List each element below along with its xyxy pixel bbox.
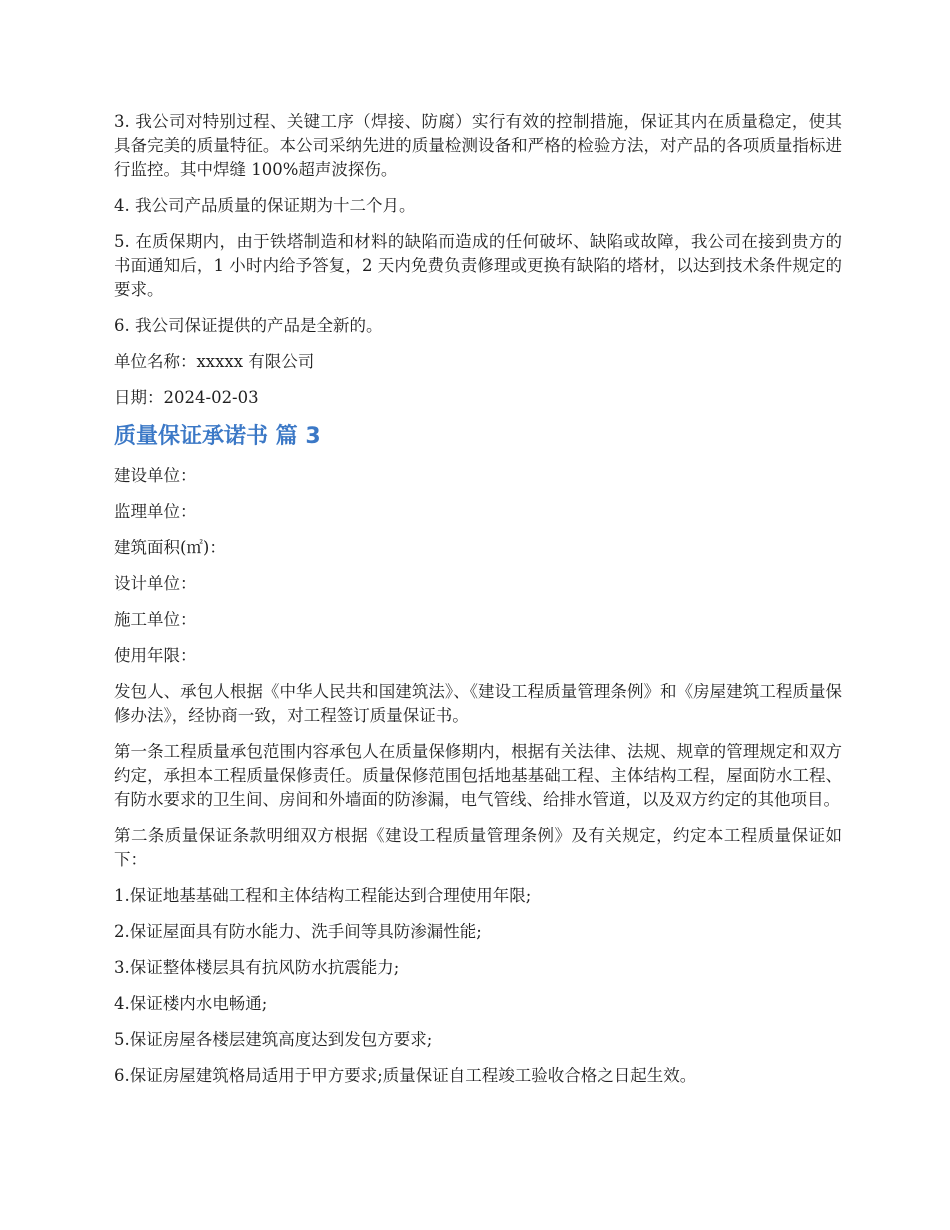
list-item: 2.保证屋面具有防水能力、洗手间等具防渗漏性能;	[114, 922, 482, 941]
clause-6: 6. 我公司保证提供的产品是全新的。	[114, 316, 383, 335]
list-item: 1.保证地基基础工程和主体结构工程能达到合理使用年限;	[114, 886, 532, 905]
clause-4: 4. 我公司产品质量的保证期为十二个月。	[114, 196, 416, 215]
list-item: 4.保证楼内水电畅通;	[114, 994, 268, 1013]
document-page	[114, 110, 842, 1100]
intro-paragraph: 发包人、承包人根据《中华人民共和国建筑法》、《建设工程质量管理条例》和《房屋建筑工程质量保修办法》，经协商一致，对工程签订质量保证书。	[114, 682, 842, 725]
section-heading: 质量保证承诺书 篇 3	[114, 424, 321, 449]
list-item: 6.保证房屋建筑格局适用于甲方要求;质量保证自工程竣工验收合格之日起生效。	[114, 1066, 697, 1085]
date-line: 日期：2024-02-03	[114, 388, 259, 407]
clause-3: 3. 我公司对特别过程、关键工序（焊接、防腐）实行有效的控制措施，保证其内在质量稳定，使其具备完美的质量特征。本公司采纳先进的质量检测设备和严格的检验方法，对产品的各项质量指标进行监控。其中焊缝 100%超声波探伤。	[114, 112, 842, 179]
field-building-area: 建筑面积(㎡)：	[114, 538, 226, 557]
article-2: 第二条质量保证条款明细双方根据《建设工程质量管理条例》及有关规定，约定本工程质量保证如下：	[114, 826, 842, 869]
field-service-life: 使用年限：	[114, 646, 197, 665]
list-item: 5.保证房屋各楼层建筑高度达到发包方要求;	[114, 1030, 433, 1049]
article-1: 第一条工程质量承包范围内容承包人在质量保修期内，根据有关法律、法规、规章的管理规定和双方约定，承担本工程质量保修责任。质量保修范围包括地基基础工程、主体结构工程，屋面防水工程、有防水要求的卫生间、房间和外墙面的防渗漏，电气管线、给排水管道，以及双方约定的其他项目。	[114, 742, 842, 809]
clause-5: 5. 在质保期内，由于铁塔制造和材料的缺陷而造成的任何破坏、缺陷或故障，我公司在接到贵方的书面通知后，1 小时内给予答复，2 天内免费负责修理或更换有缺陷的塔材，以达到技术条件规定的要求。	[114, 232, 842, 299]
field-supervision-unit: 监理单位：	[114, 502, 197, 521]
list-item: 3.保证整体楼层具有抗风防水抗震能力;	[114, 958, 400, 977]
field-construction-unit: 建设单位：	[114, 466, 197, 485]
field-design-unit: 设计单位：	[114, 574, 197, 593]
company-name: 单位名称：xxxxx 有限公司	[114, 352, 315, 371]
field-builder-unit: 施工单位：	[114, 610, 197, 629]
